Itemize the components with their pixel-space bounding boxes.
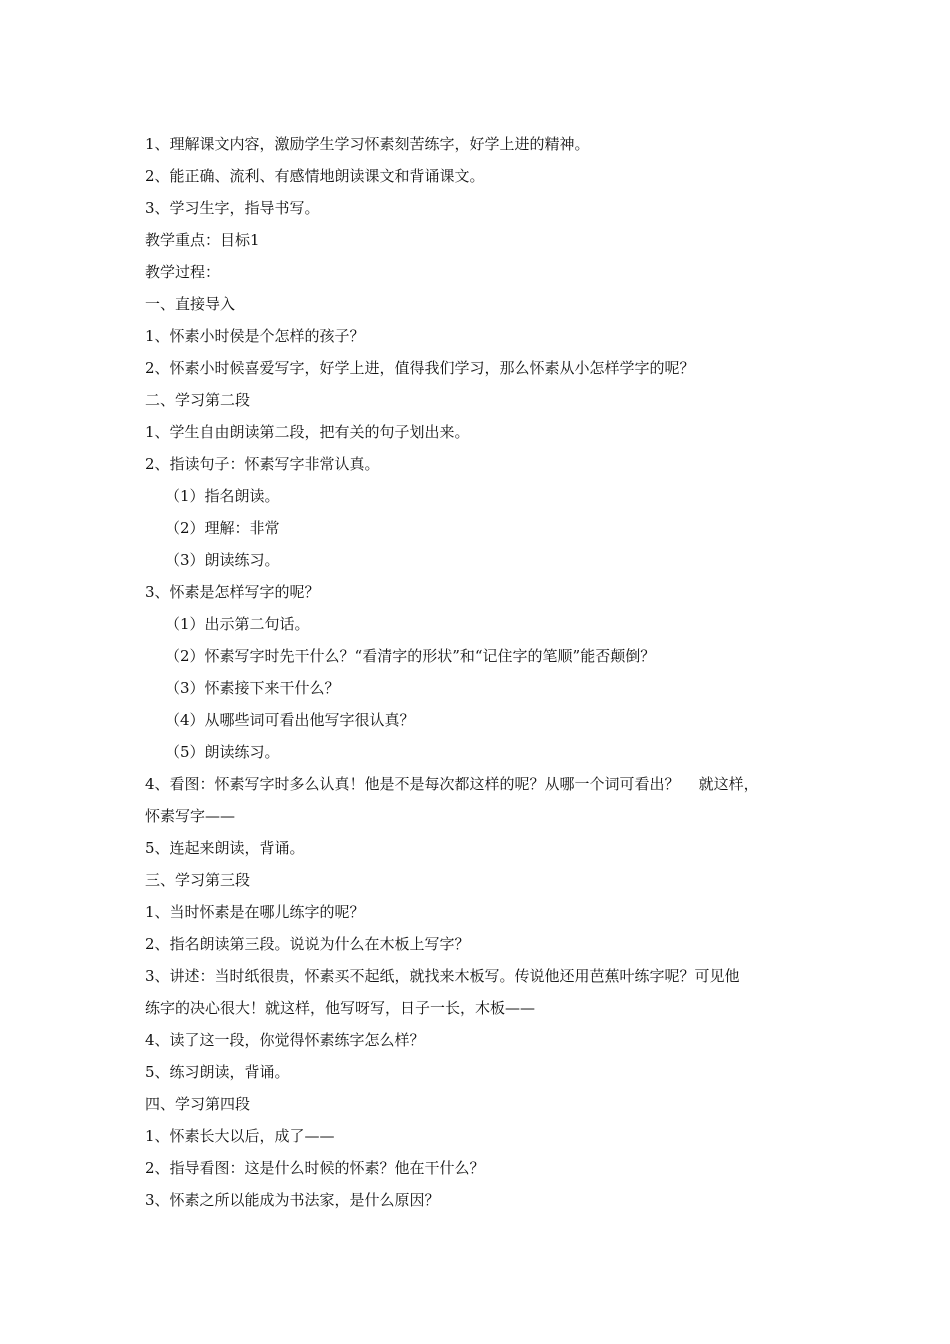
sub-item: （4）从哪些词可看出他写字很认真？ xyxy=(165,711,415,729)
text-line: 1、理解课文内容，激励学生学习怀素刻苦练字，好学上进的精神。 xyxy=(145,135,590,153)
sub-item: （2）怀素写字时先干什么？“看清字的形状”和“记住字的笔顺”能否颠倒？ xyxy=(165,647,656,665)
section-heading: 一、直接导入 xyxy=(145,295,236,313)
text-line: 4、看图：怀素写字时多么认真！他是不是每次都这样的呢？从哪一个词可看出？ 就这样， xyxy=(145,775,759,793)
section-heading: 二、学习第二段 xyxy=(145,391,251,409)
text-line: 2、怀素小时候喜爱写字，好学上进，值得我们学习，那么怀素从小怎样学字的呢？ xyxy=(145,359,695,377)
text-line: 教学重点：目标1 xyxy=(145,231,260,249)
sub-item: （1）出示第二句话。 xyxy=(165,615,310,633)
text-line: 1、当时怀素是在哪儿练字的呢？ xyxy=(145,903,365,921)
text-line: 练字的决心很大！就这样，他写呀写，日子一长，木板—— xyxy=(145,999,536,1017)
section-heading: 三、学习第三段 xyxy=(145,871,251,889)
text-line: 3、讲述：当时纸很贵，怀素买不起纸，就找来木板写。传说他还用芭蕉叶练字呢？可见他 xyxy=(145,967,740,985)
sub-item: （1）指名朗读。 xyxy=(165,487,280,505)
sub-item: （3）朗读练习。 xyxy=(165,551,280,569)
text-line: 1、学生自由朗读第二段，把有关的句子划出来。 xyxy=(145,423,470,441)
text-line: 5、练习朗读，背诵。 xyxy=(145,1063,290,1081)
text-line: 3、学习生字，指导书写。 xyxy=(145,199,320,217)
text-line: 3、怀素之所以能成为书法家，是什么原因？ xyxy=(145,1191,440,1209)
section-heading: 四、学习第四段 xyxy=(145,1095,251,1113)
sub-item: （2）理解：非常 xyxy=(165,519,280,537)
text-line: 2、指读句子：怀素写字非常认真。 xyxy=(145,455,380,473)
text-line: 5、连起来朗读，背诵。 xyxy=(145,839,305,857)
text-line: 教学过程： xyxy=(145,263,221,281)
text-line: 2、能正确、流利、有感情地朗读课文和背诵课文。 xyxy=(145,167,485,185)
text-line: 4、读了这一段，你觉得怀素练字怎么样？ xyxy=(145,1031,425,1049)
text-line: 2、指名朗读第三段。说说为什么在木板上写字？ xyxy=(145,935,470,953)
text-line: 1、怀素小时侯是个怎样的孩子？ xyxy=(145,327,365,345)
text-line: 3、怀素是怎样写字的呢？ xyxy=(145,583,320,601)
sub-item: （5）朗读练习。 xyxy=(165,743,280,761)
text-line: 2、指导看图：这是什么时候的怀素？他在干什么？ xyxy=(145,1159,485,1177)
sub-item: （3）怀素接下来干什么？ xyxy=(165,679,340,697)
document-body xyxy=(145,128,825,1216)
text-line: 1、怀素长大以后，成了—— xyxy=(145,1127,335,1145)
text-line: 怀素写字—— xyxy=(145,807,236,825)
